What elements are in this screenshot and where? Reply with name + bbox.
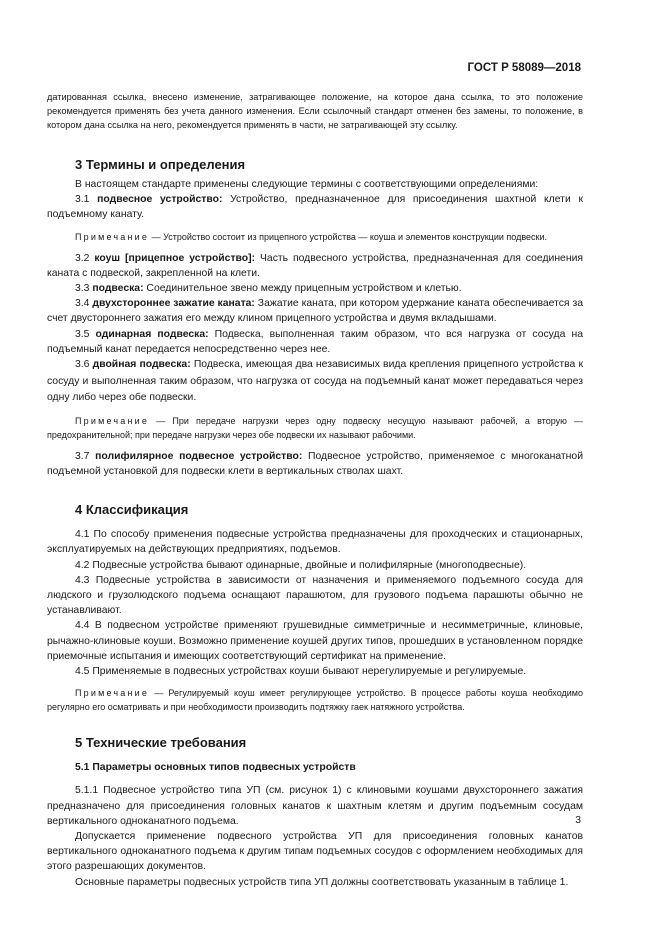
term-name: коуш [прицепное устройство]: — [94, 252, 256, 264]
term-3-6 — [47, 357, 583, 407]
term-definition: Часть подвесного устройства, предназначенная для соединения каната с подвеской, закрепленной на клети. — [47, 252, 584, 279]
term-number: 3.1 — [75, 194, 98, 206]
term-definition: Подвеска, имеющая два независимых вида крепления прицепного устройства к сосуду и выполненная таким образом, что нагрузка от сосуда на подъемный канат может передаваться через одну либо через обе подвески. — [47, 359, 583, 404]
note-3 — [47, 686, 583, 714]
term-name: одинарная подвеска: — [95, 328, 209, 340]
section-3-heading: 3 Термины и определения — [75, 157, 246, 172]
document-body — [47, 90, 583, 890]
term-definition: Устройство, предназначенное для присоединения шахтной клети к подъемному канату. — [47, 194, 583, 221]
note-text: — Регулируемый коуш имеет регулирующее устройство. В процессе работы коуша необходимо регулярно его осматривать и при необходимости производить подтяжку гаек натяжного устройства. — [47, 688, 583, 713]
note-label: Примечание — [75, 688, 150, 699]
clause-4-5: 4.5 Применяемые в подвесных устройствах коуши бывают нерегулируемые и регулируемые. — [75, 666, 527, 678]
term-3-3 — [47, 281, 583, 296]
clause-4-3: 4.3 Подвесные устройства в зависимости от назначения и применяемого подъемного сосуда для людского и грузолюдского подъема оснащают парашютом, для грузового подъема парашюты обычно не устанавливают. — [47, 574, 583, 617]
term-definition: Подвеска, выполненная таким образом, что вся нагрузка от сосуда на подъемный канат передается непосредственно через нее. — [47, 328, 583, 355]
term-3-5 — [47, 327, 583, 357]
clause-4-1: 4.1 По способу применения подвесные устройства предназначены для проходческих и стационарных, эксплуатируемых на действующих предприятиях, подъемов. — [47, 529, 583, 556]
term-definition: Соединительное звено между прицепным устройством и клетью. — [143, 283, 462, 295]
clause-4-2: 4.2 Подвесные устройства бывают одинарные, двойные и полифилярные (многоподвесные). — [75, 559, 527, 571]
term-name: полифилярное подвесное устройство: — [95, 450, 303, 462]
note-text: — При передаче нагрузки через одну подвеску несущую называют рабочей, а вторую — предохранительной; при передаче нагрузки через обе подвески их называют рабочими. — [47, 415, 583, 440]
note-1 — [47, 230, 583, 244]
term-name: подвеска: — [92, 283, 144, 295]
clause-5-1-1: 5.1.1 Подвесное устройство типа УП (см. рисунок 1) с клиновыми коушами двухстороннего зажатия предназначено для присоединения головных канатов к шахтным клетям и другим подъемным сосудам вертикального одноканатного подъема. — [47, 785, 583, 827]
section-4-heading: 4 Классификация — [75, 502, 189, 518]
term-name: двойная подвеска: — [92, 359, 191, 371]
clause-5-1-1-parameters: Основные параметры подвесных устройств типа УП должны соответствовать указанным в таблице 1. — [75, 876, 569, 888]
term-number: 3.5 — [75, 328, 96, 340]
term-3-2 — [47, 251, 583, 281]
term-number: 3.4 — [75, 298, 93, 310]
term-number: 3.6 — [75, 359, 93, 371]
document-header: ГОСТ Р 58089—2018 — [467, 62, 581, 74]
subsection-5-1-heading: 5.1 Параметры основных типов подвесных устройств — [75, 762, 356, 774]
term-number: 3.3 — [75, 283, 93, 295]
note-label: Примечание — [75, 231, 150, 242]
intro-paragraph: датированная ссылка, внесено изменение, затрагивающее положение, на которое дана ссылка, то это положение рекомендуется применять без учета данного изменения. Если ссылочный стандарт отменен без замены, то положение, в котором дана ссылка на него, рекомендуется применять в части, не затрагивающей эту ссылку. — [47, 92, 583, 130]
term-3-4 — [47, 296, 583, 326]
note-label: Примечание — [75, 415, 150, 426]
term-3-1 — [47, 192, 583, 222]
term-number: 3.2 — [75, 252, 95, 264]
note-text: — Устройство состоит из прицепного устройства — коуша и элементов конструкции подвески. — [149, 231, 547, 242]
term-name: двухстороннее зажатие каната: — [92, 298, 255, 310]
term-definition: Зажатие каната, при котором удержание каната обеспечивается за счет двустороннего зажатия его между клином прицепного устройства и двумя вкладышами. — [47, 298, 583, 325]
page-number: 3 — [575, 815, 581, 826]
clause-5-1-1-permission: Допускается применение подвесного устройства УП для присоединения головных канатов вертикального одноканатного подъема к другим типам подъемных сосудов с оформлением необходимых для этого разрешающих документов. — [47, 831, 583, 873]
clause-4-4: 4.4 В подвесном устройстве применяют грушевидные симметричные и несимметричные, клиновые, рычажно-клиновые коуши. Возможно применение коушей других типов, прошедших в установленном порядке приемочные испытания и имеющих соответствующий сертификат на применение. — [47, 620, 583, 662]
note-2 — [47, 414, 583, 442]
term-definition: Подвесное устройство, применяемое с многоканатной подъемной установкой для подвески клети в вертикальных стволах шахт. — [47, 450, 583, 478]
term-3-7 — [47, 449, 583, 479]
term-name: подвесное устройство: — [97, 194, 223, 206]
term-number: 3.7 — [75, 450, 96, 462]
section-3-lead: В настоящем стандарте применены следующие термины с соответствующими определениями: — [75, 179, 539, 190]
section-5-heading: 5 Технические требования — [75, 735, 247, 751]
